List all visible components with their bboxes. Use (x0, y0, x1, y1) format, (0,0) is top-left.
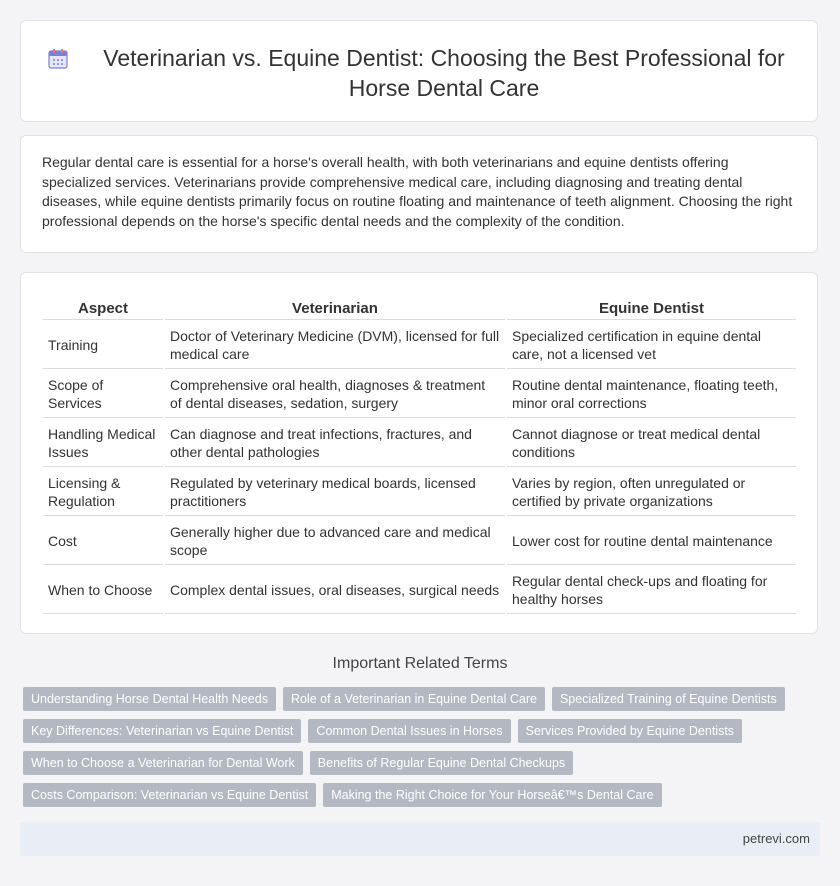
related-term-tag[interactable]: Benefits of Regular Equine Dental Checkups (310, 751, 573, 775)
tag-row (23, 719, 823, 743)
tag-row (23, 783, 823, 807)
related-term-tag[interactable]: Costs Comparison: Veterinarian vs Equine Dentist (23, 783, 316, 807)
cell-equine-dentist: Cannot diagnose or treat medical dental conditions (507, 420, 796, 467)
cell-aspect: Cost (43, 518, 163, 565)
cell-veterinarian: Generally higher due to advanced care and medical scope (165, 518, 505, 565)
table-row (43, 469, 796, 516)
related-term-tag[interactable]: Understanding Horse Dental Health Needs (23, 687, 276, 711)
calendar-icon (47, 48, 69, 70)
cell-veterinarian: Doctor of Veterinary Medicine (DVM), licensed for full medical care (165, 322, 505, 369)
comparison-card (20, 272, 818, 634)
related-term-tag[interactable]: Services Provided by Equine Dentists (518, 719, 742, 743)
header-equine-dentist: Equine Dentist (507, 295, 796, 320)
cell-equine-dentist: Varies by region, often unregulated or certified by private organizations (507, 469, 796, 516)
cell-equine-dentist: Routine dental maintenance, floating teeth, minor oral corrections (507, 371, 796, 418)
intro-card (20, 135, 818, 253)
footer (20, 822, 820, 856)
intro-paragraph: Regular dental care is essential for a horse's overall health, with both veterinarians and equine dentists offering specialized services. Veterinarians provide comprehensive medical care, including diagnosing and treating dental diseases, while equine dentists primarily focus on routine floating and maintenance of teeth alignment. Choosing the right professional depends on the horse's specific dental needs and the complexity of the condition. (42, 154, 793, 229)
cell-veterinarian: Comprehensive oral health, diagnoses & treatment of dental diseases, sedation, surgery (165, 371, 505, 418)
table-row (43, 518, 796, 565)
header-veterinarian: Veterinarian (165, 295, 505, 320)
cell-veterinarian: Can diagnose and treat infections, fractures, and other dental pathologies (165, 420, 505, 467)
table-row (43, 420, 796, 467)
related-term-tag[interactable]: Role of a Veterinarian in Equine Dental Care (283, 687, 545, 711)
title-card (20, 20, 818, 122)
cell-aspect: Handling Medical Issues (43, 420, 163, 467)
cell-equine-dentist: Specialized certification in equine dental care, not a licensed vet (507, 322, 796, 369)
cell-aspect: Licensing & Regulation (43, 469, 163, 516)
related-term-tag[interactable]: Specialized Training of Equine Dentists (552, 687, 785, 711)
header-aspect: Aspect (43, 295, 163, 320)
cell-veterinarian: Regulated by veterinary medical boards, licensed practitioners (165, 469, 505, 516)
cell-equine-dentist: Lower cost for routine dental maintenance (507, 518, 796, 565)
tag-row (23, 687, 823, 711)
page-title: Veterinarian vs. Equine Dentist: Choosing the Best Professional for Horse Dental Care (103, 45, 785, 101)
cell-equine-dentist: Regular dental check-ups and floating for healthy horses (507, 567, 796, 614)
related-term-tag[interactable]: Making the Right Choice for Your Horseâ€™s Dental Care (323, 783, 661, 807)
cell-aspect: Scope of Services (43, 371, 163, 418)
table-row (43, 371, 796, 418)
related-term-tag[interactable]: When to Choose a Veterinarian for Dental Work (23, 751, 303, 775)
footer-site-link[interactable]: petrevi.com (742, 831, 810, 846)
tag-row (23, 751, 823, 775)
cell-aspect: Training (43, 322, 163, 369)
cell-aspect: When to Choose (43, 567, 163, 614)
related-term-tag[interactable]: Key Differences: Veterinarian vs Equine Dentist (23, 719, 301, 743)
table-header-row (43, 295, 796, 320)
related-terms-list (23, 687, 823, 815)
related-term-tag[interactable]: Common Dental Issues in Horses (308, 719, 510, 743)
cell-veterinarian: Complex dental issues, oral diseases, surgical needs (165, 567, 505, 614)
table-row (43, 567, 796, 614)
related-terms-title: Important Related Terms (332, 655, 508, 672)
comparison-table (41, 293, 798, 616)
table-row (43, 322, 796, 369)
